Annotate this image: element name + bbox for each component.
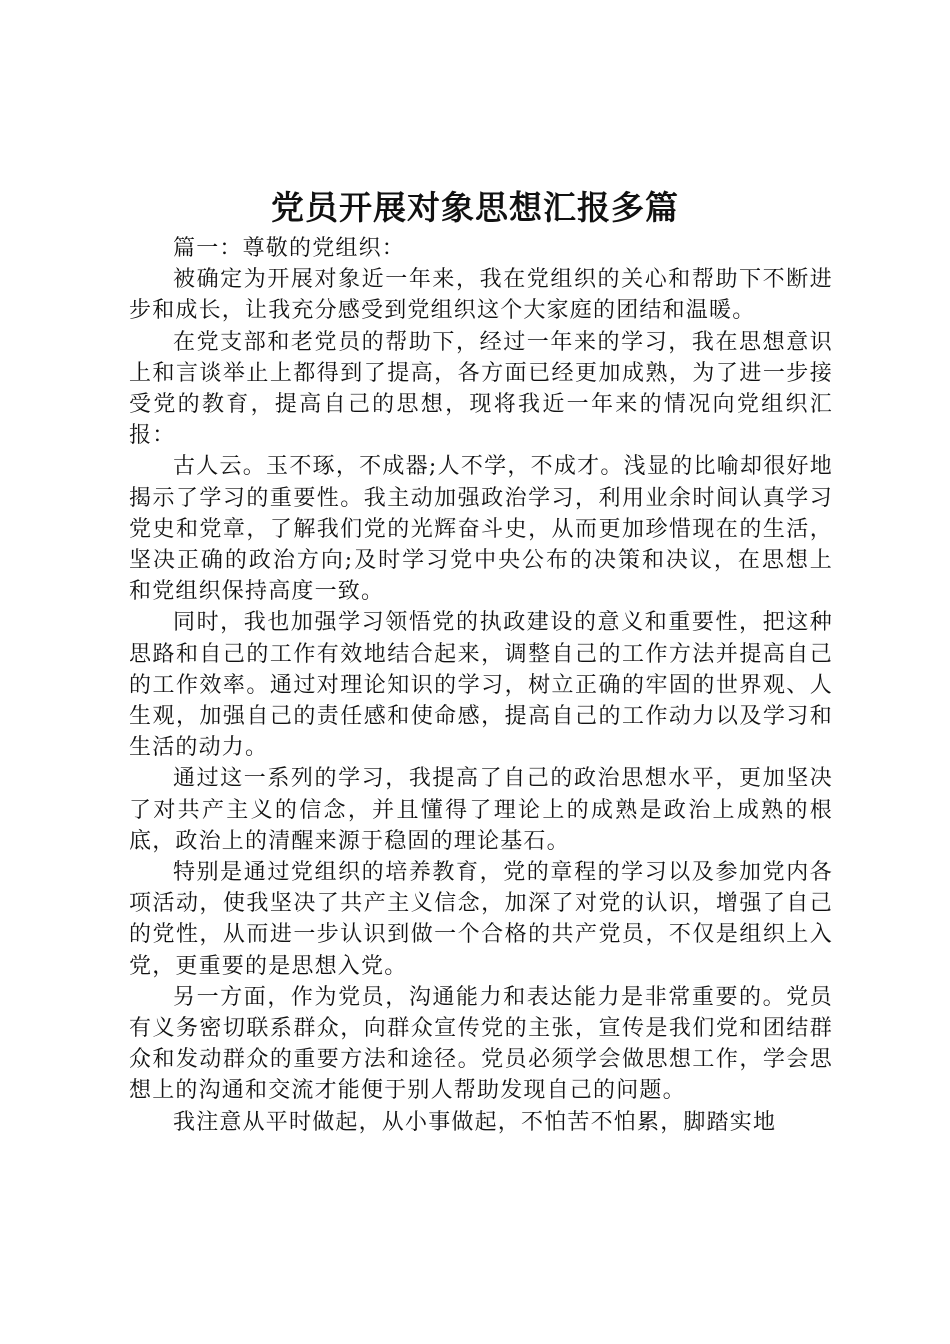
paragraph: 另一方面，作为党员，沟通能力和表达能力是非常重要的。党员有义务密切联系群众，向群众宣传党的主张，宣传是我们党和团结群众和发动群众的重要方法和途径。党员必须学会做思想工作，学会思想上的沟通和交流才能便于别人帮助发现自己的问题。 (129, 984, 833, 1104)
paragraph: 特别是通过党组织的培养教育，党的章程的学习以及参加党内各项活动，使我坚决了共产主义信念，加深了对党的认识，增强了自己的党性，从而进一步认识到做一个合格的共产党员，不仅是组织上入党，更重要的是思想入党。 (129, 860, 833, 979)
paragraph: 通过这一系列的学习，我提高了自己的政治思想水平，更加坚决了对共产主义的信念，并且懂得了理论上的成熟是政治上成熟的根底，政治上的清醒来源于稳固的理论基石。 (129, 766, 833, 854)
paragraph-salutation: 篇一：尊敬的党组织： (173, 236, 406, 261)
paragraph: 在党支部和老党员的帮助下，经过一年来的学习，我在思想意识上和言谈举止上都得到了提高，各方面已经更加成熟，为了进一步接受党的教育，提高自己的思想，现将我近一年来的情况向党组织汇报： (129, 329, 833, 449)
document-body (129, 233, 833, 1138)
paragraph: 古人云。玉不琢，不成器;人不学，不成才。浅显的比喻却很好地揭示了学习的重要性。我主动加强政治学习，利用业余时间认真学习党史和党章，了解我们党的光辉奋斗史，从而更加珍惜现在的生活，坚决正确的政治方向;及时学习党中央公布的决策和决议，在思想上和党组织保持高度一致。 (129, 454, 833, 605)
paragraph: 我注意从平时做起，从小事做起，不怕苦不怕累，脚踏实地 (173, 1109, 777, 1135)
paragraph: 被确定为开展对象近一年来，我在党组织的关心和帮助下不断进步和成长，让我充分感受到党组织这个大家庭的团结和温暖。 (129, 267, 833, 324)
document-title: 党员开展对象思想汇报多篇 (271, 188, 679, 227)
paragraph: 同时，我也加强学习领悟党的执政建设的意义和重要性，把这种思路和自己的工作有效地结合起来，调整自己的工作方法并提高自己的工作效率。通过对理论知识的学习，树立正确的牢固的世界观、人生观，加强自己的责任感和使命感，提高自己的工作动力以及学习和生活的动力。 (129, 610, 833, 761)
